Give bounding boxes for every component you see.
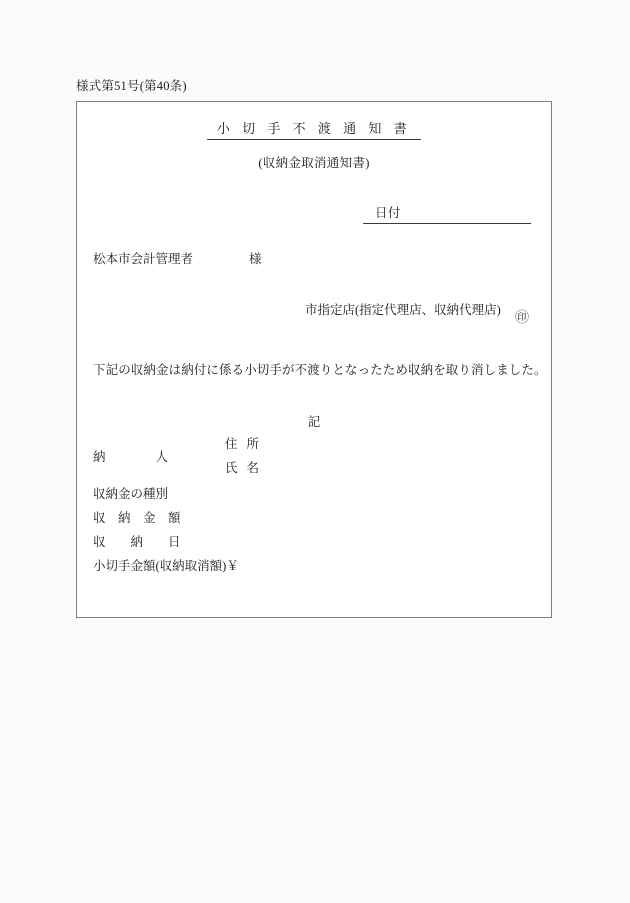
payer-name-label — [225, 456, 259, 480]
payer-address-char2: 所 — [246, 437, 260, 451]
item-row-date: 収 納 日 — [93, 535, 181, 549]
form-number: 様式第51号(第40条) — [76, 79, 187, 93]
document-body — [77, 102, 551, 617]
addressee-name: 松本市会計管理者 — [93, 252, 194, 266]
payer-label — [93, 447, 168, 465]
document-title-text: 小 切 手 不 渡 通 知 書 — [207, 118, 421, 140]
date-label: 日付 — [375, 206, 402, 220]
payer-name-char2: 名 — [246, 461, 260, 475]
payer-label-part1: 納 — [93, 450, 106, 464]
payer-address-label — [225, 432, 259, 456]
payer-name-char1: 氏 — [225, 461, 238, 475]
date-field — [363, 203, 531, 224]
document-subtitle: (収納金取消通知書) — [258, 156, 370, 170]
ki-heading: 記 — [307, 415, 321, 429]
seal-stamp-icon: ㊞ — [515, 311, 529, 326]
item-row-kind: 収納金の種別 — [93, 487, 169, 501]
item-row-amount: 収 納 金 額 — [93, 511, 181, 525]
payer-address-char1: 住 — [225, 437, 238, 451]
addressee-honorific: 様 — [249, 252, 262, 266]
payer-fields — [225, 432, 259, 480]
addressee-line — [93, 249, 262, 267]
body-paragraph: 下記の収納金は納付に係る小切手が不渡りとなったため収納を取り消しました。 — [93, 363, 547, 377]
item-row-check-amount: 小切手金額(収納取消額)￥ — [93, 559, 239, 573]
document-title — [77, 118, 551, 140]
document-frame — [76, 101, 552, 618]
sender-line: 市指定店(指定代理店、収納代理店) — [305, 303, 501, 317]
payer-label-part2: 人 — [155, 450, 169, 464]
item-list — [93, 482, 239, 578]
